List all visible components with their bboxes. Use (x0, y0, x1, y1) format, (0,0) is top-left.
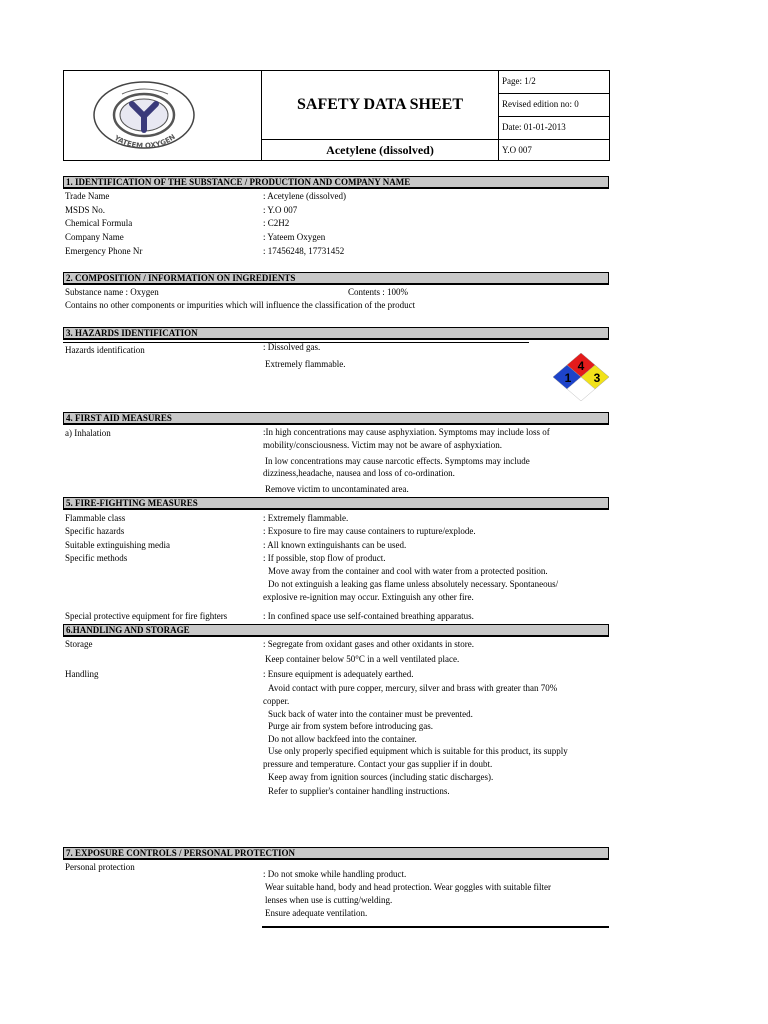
s7-line-1: Wear suitable hand, body and head protection. Wear goggles with suitable filter (265, 882, 552, 892)
s7-line-0: : Do not smoke while handling product. (263, 869, 407, 879)
s6-handling-line-8: Keep away from ignition sources (including static discharges). (268, 772, 494, 782)
s1-label-2: Chemical Formula (65, 218, 133, 228)
section-3-heading: 3. HAZARDS IDENTIFICATION (63, 327, 609, 340)
nfpa-reactivity: 3 (593, 371, 601, 385)
s5-label-0: Flammable class (65, 513, 126, 523)
s6-handling-line-5: Do not allow backfeed into the container. (268, 734, 417, 744)
s5-value-2: : All known extinguishants can be used. (263, 540, 407, 550)
s2-substance: Substance name : Oxygen (65, 287, 159, 297)
s5-label-2: Suitable extinguishing media (65, 540, 170, 550)
company-logo (92, 80, 196, 150)
s7-line-2: lenses when use is cutting/welding. (265, 895, 393, 905)
s3-line-2: Extremely flammable. (265, 359, 346, 369)
s2-contents: Contents : 100% (348, 287, 408, 297)
page-number: Page: 1/2 (502, 76, 536, 86)
s1-label-4: Emergency Phone Nr (65, 246, 143, 256)
nfpa-health: 1 (564, 371, 572, 385)
section-1-heading: 1. IDENTIFICATION OF THE SUBSTANCE / PRODUCTION AND COMPANY NAME (63, 176, 609, 189)
s6-handling-line-0: : Ensure equipment is adequately earthed. (263, 669, 414, 679)
header-divider-meta-1 (498, 93, 610, 94)
s6-handling-line-9: Refer to supplier's container handling instructions. (268, 786, 450, 796)
s7-label: Personal protection (65, 862, 135, 872)
s1-value-4: : 17456248, 17731452 (263, 246, 345, 256)
s5-value-3: : If possible, stop flow of product. (263, 553, 386, 563)
s5-method-line-0: Move away from the container and cool with water from a protected position. (268, 566, 548, 576)
s6-storage-line-0: : Segregate from oxidant gases and other oxidants in store. (263, 639, 474, 649)
s1-value-1: : Y.O 007 (263, 205, 298, 215)
header-divider-meta-3 (498, 139, 610, 140)
document-date: Date: 01-01-2013 (502, 122, 566, 132)
s5-ppe-label: Special protective equipment for fire fighters (65, 611, 228, 621)
s6-storage-line-1: Keep container below 50°C in a well ventilated place. (265, 654, 460, 664)
header-divider-title (261, 139, 499, 140)
s5-label-1: Specific hazards (65, 526, 125, 536)
product-name: Acetylene (dissolved) (326, 143, 434, 157)
s1-label-1: MSDS No. (65, 205, 106, 215)
s6-handling-line-7: pressure and temperature. Contact your gas supplier if in doubt. (263, 759, 493, 769)
s5-label-3: Specific methods (65, 553, 128, 563)
s5-value-1: : Exposure to fire may cause containers to rupture/explode. (263, 526, 476, 536)
s1-value-3: : Yateem Oxygen (263, 232, 326, 242)
section-6-heading: 6.HANDLING AND STORAGE (63, 624, 609, 637)
s4-line-0: :In high concentrations may cause asphyxiation. Symptoms may include loss of (263, 427, 550, 437)
s4-label: a) Inhalation (65, 428, 111, 438)
s5-value-0: : Extremely flammable. (263, 513, 349, 523)
s6-handling-line-3: Suck back of water into the container must be prevented. (268, 709, 473, 719)
s5-ppe-value: : In confined space use self-contained breathing apparatus. (263, 611, 474, 621)
section-4-heading: 4. FIRST AID MEASURES (63, 412, 609, 425)
s4-line-3: dizziness,headache, nausea and loss of co-ordination. (263, 468, 455, 478)
s4-line-2: In low concentrations may cause narcotic effects. Symptoms may include (265, 456, 530, 466)
section-2-heading: 2. COMPOSITION / INFORMATION ON INGREDIENTS (63, 272, 609, 285)
s1-value-2: : C2H2 (263, 218, 290, 228)
s6-handling-line-1: Avoid contact with pure copper, mercury, silver and brass with greater than 70% (268, 683, 558, 693)
logo-text: YATEEM OXYGEN (112, 132, 177, 150)
s1-label-3: Company Name (65, 232, 124, 242)
document-title: SAFETY DATA SHEET (297, 96, 463, 113)
document-code: Y.O 007 (502, 145, 532, 155)
s1-label-0: Trade Name (65, 191, 110, 201)
nfpa-hazard-diamond (551, 353, 611, 401)
s5-method-line-2: explosive re-ignition may occur. Extinguish any other fire. (263, 592, 474, 602)
header-divider-meta-2 (498, 116, 610, 117)
section-7-heading: 7. EXPOSURE CONTROLS / PERSONAL PROTECTION (63, 847, 609, 860)
s5-method-line-1: Do not extinguish a leaking gas flame unless absolutely necessary. Spontaneous/ (268, 579, 559, 589)
s6-handling-line-2: copper. (263, 696, 290, 706)
s3-line-1: : Dissolved gas. (263, 342, 321, 352)
s7-bottom-rule (262, 926, 609, 928)
s6-handling-line-4: Purge air from system before introducing gas. (268, 721, 434, 731)
s4-line-1: mobility/consciousness. Victim may not be aware of asphyxiation. (263, 440, 503, 450)
s2-note: Contains no other components or impurities which will influence the classification of the product (65, 300, 416, 310)
section-5-heading: 5. FIRE-FIGHTING MEASURES (63, 497, 609, 510)
s6-handling-label: Handling (65, 669, 99, 679)
s3-label: Hazards identification (65, 345, 145, 355)
s1-value-0: : Acetylene (dissolved) (263, 191, 346, 201)
nfpa-flammability: 4 (577, 359, 585, 373)
s6-handling-line-6: Use only properly specified equipment which is suitable for this product, its supply (268, 746, 568, 756)
revised-edition: Revised edition no: 0 (502, 99, 579, 109)
s4-line-4: Remove victim to uncontaminated area. (265, 484, 409, 494)
s6-storage-label: Storage (65, 639, 93, 649)
s7-line-3: Ensure adequate ventilation. (265, 908, 368, 918)
